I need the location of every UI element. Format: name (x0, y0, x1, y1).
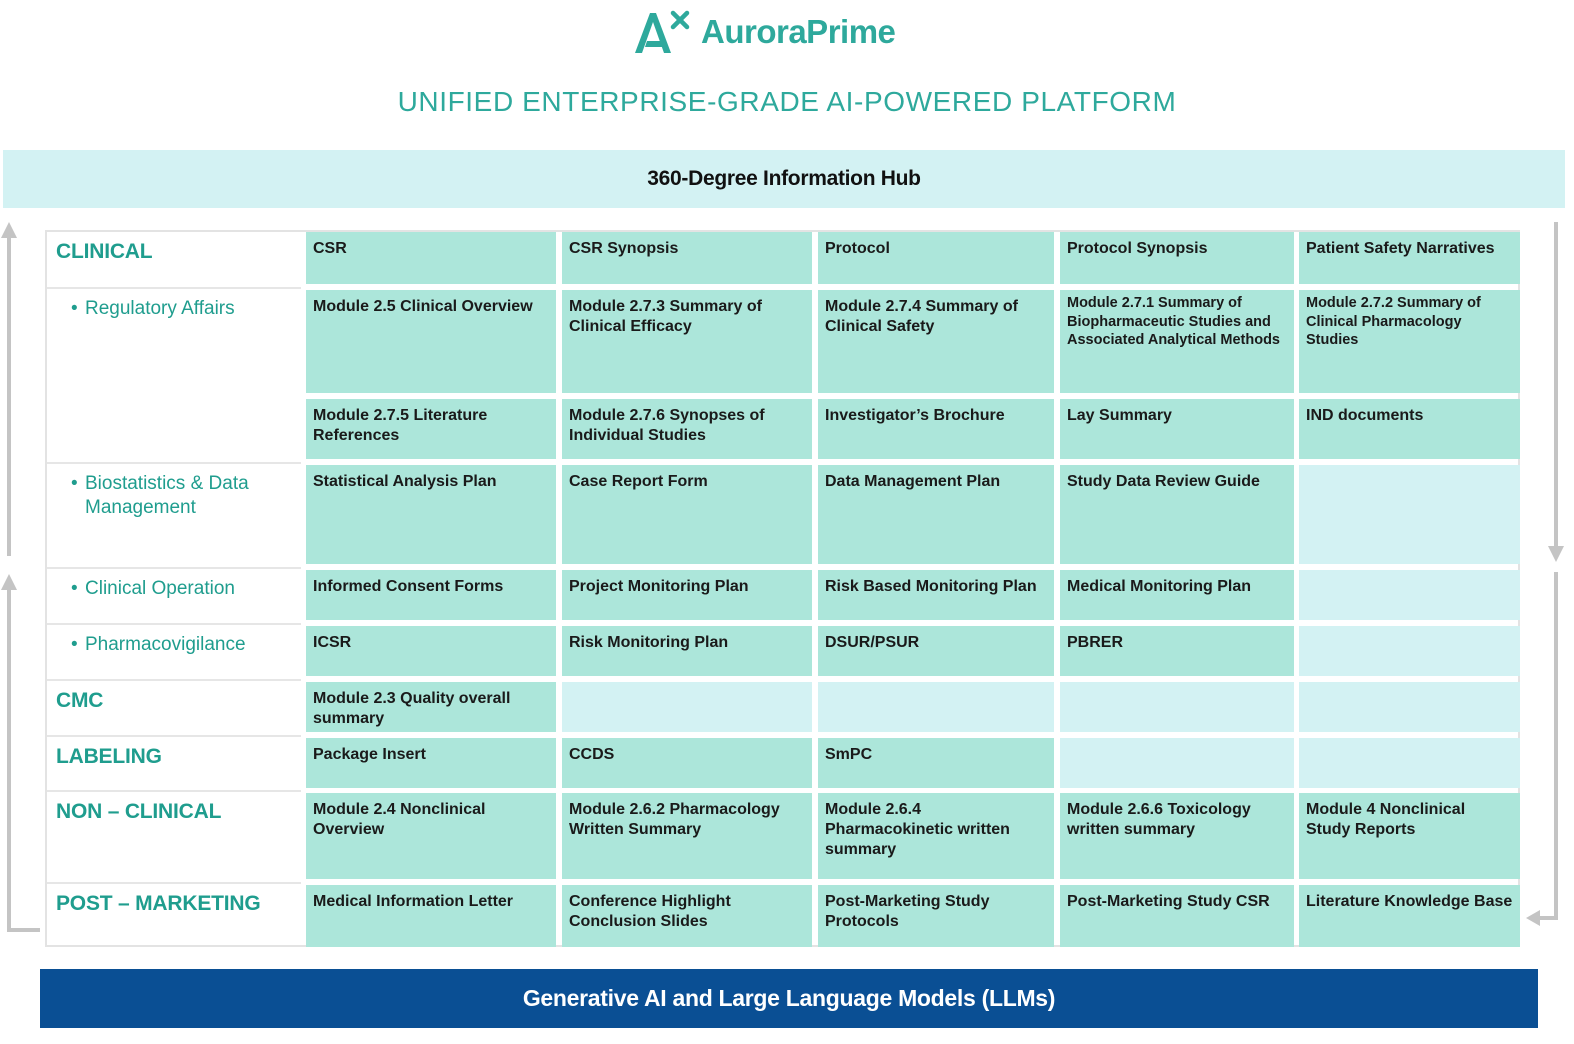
document-cell: Module 2.6.4 Pharmacokinetic written summary (818, 793, 1054, 879)
empty-cell (818, 682, 1054, 732)
subcategory-label: • Pharmacovigilance (85, 633, 285, 657)
empty-cell (1299, 682, 1520, 732)
empty-cell (1060, 682, 1294, 732)
document-cell: Informed Consent Forms (306, 570, 556, 620)
document-cell: PBRER (1060, 626, 1294, 676)
left-flow-arrow (9, 228, 40, 930)
page-subtitle: UNIFIED ENTERPRISE-GRADE AI-POWERED PLATFORM (397, 86, 1177, 117)
empty-cell (1299, 570, 1520, 620)
aurora-x-mark-icon (633, 7, 695, 55)
document-cell: IND documents (1299, 399, 1520, 459)
empty-cell (1299, 626, 1520, 676)
row-label-cell (47, 735, 301, 790)
row-label-cell (47, 462, 301, 567)
document-cell: Module 2.3 Quality overall summary (306, 682, 556, 732)
arrow-left-icon (1526, 910, 1540, 926)
document-cell: Module 2.7.1 Summary of Biopharmaceutic Studies and Associated Analytical Methods (1060, 290, 1294, 393)
document-cell: Protocol Synopsis (1060, 232, 1294, 284)
document-cell: CCDS (562, 738, 812, 788)
row-label-cell (47, 623, 301, 679)
category-label: CMC (56, 689, 104, 712)
subcategory-label: • Regulatory Affairs (85, 297, 285, 321)
document-cell: Module 2.7.5 Literature References (306, 399, 556, 459)
document-cell: ICSR (306, 626, 556, 676)
document-cell: Lay Summary (1060, 399, 1294, 459)
document-cell: Module 4 Nonclinical Study Reports (1299, 793, 1520, 879)
document-cell: Data Management Plan (818, 465, 1054, 564)
row-label-cell (47, 287, 301, 462)
document-cell: Statistical Analysis Plan (306, 465, 556, 564)
document-cell: Risk Based Monitoring Plan (818, 570, 1054, 620)
document-cell: CSR (306, 232, 556, 284)
empty-cell (1299, 465, 1520, 564)
document-cell: CSR Synopsis (562, 232, 812, 284)
document-cell: Post-Marketing Study Protocols (818, 885, 1054, 947)
category-label: NON – CLINICAL (56, 800, 222, 823)
empty-cell (1060, 738, 1294, 788)
arrow-up-icon (1, 574, 17, 590)
document-cell: Module 2.7.4 Summary of Clinical Safety (818, 290, 1054, 393)
llm-foundation-banner: Generative AI and Large Language Models (LLMs) (40, 969, 1538, 1028)
document-cell: Module 2.7.6 Synopses of Individual Studies (562, 399, 812, 459)
document-cell: Medical Information Letter (306, 885, 556, 947)
document-cell: Module 2.4 Nonclinical Overview (306, 793, 556, 879)
empty-cell (1299, 738, 1520, 788)
row-label-cell (47, 679, 301, 735)
document-cell: Investigator’s Brochure (818, 399, 1054, 459)
document-cell: Protocol (818, 232, 1054, 284)
subcategory-label: • Clinical Operation (85, 577, 285, 601)
document-cell: Post-Marketing Study CSR (1060, 885, 1294, 947)
document-cell: DSUR/PSUR (818, 626, 1054, 676)
row-label-cell (47, 882, 301, 947)
arrow-up-icon (1, 222, 17, 238)
category-label: POST – MARKETING (56, 892, 261, 915)
brand-logo (633, 6, 895, 56)
document-cell: Patient Safety Narratives (1299, 232, 1520, 284)
document-cell: Module 2.6.6 Toxicology written summary (1060, 793, 1294, 879)
arrow-down-icon (1548, 546, 1564, 562)
row-label-cell (47, 790, 301, 882)
document-cell: Project Monitoring Plan (562, 570, 812, 620)
document-cell: Medical Monitoring Plan (1060, 570, 1294, 620)
category-label: CLINICAL (56, 240, 153, 263)
document-cell: Literature Knowledge Base (1299, 885, 1520, 947)
document-cell: Risk Monitoring Plan (562, 626, 812, 676)
row-label-cell (47, 567, 301, 623)
category-label: LABELING (56, 745, 162, 768)
empty-cell (562, 682, 812, 732)
document-cell: Module 2.7.2 Summary of Clinical Pharmacology Studies (1299, 290, 1520, 393)
document-cell: Study Data Review Guide (1060, 465, 1294, 564)
document-cell: Module 2.7.3 Summary of Clinical Efficacy (562, 290, 812, 393)
row-label-cell (47, 232, 301, 287)
document-cell: Package Insert (306, 738, 556, 788)
information-hub-banner: 360-Degree Information Hub (3, 150, 1565, 208)
document-cell: Case Report Form (562, 465, 812, 564)
document-cell: Conference Highlight Conclusion Slides (562, 885, 812, 947)
brand-name: AuroraPrime (701, 12, 896, 50)
document-cell: Module 2.6.2 Pharmacology Written Summary (562, 793, 812, 879)
right-flow-arrow (1536, 222, 1556, 918)
document-cell: Module 2.5 Clinical Overview (306, 290, 556, 393)
document-cell: SmPC (818, 738, 1054, 788)
subcategory-label: • Biostatistics & Data Management (85, 472, 285, 520)
